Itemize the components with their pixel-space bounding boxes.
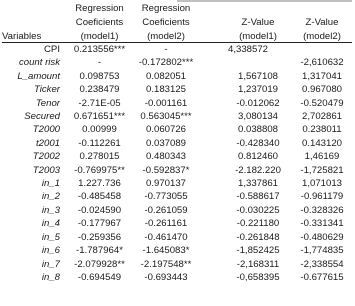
table-row (2, 164, 352, 177)
variable-name: T2000 (32, 124, 60, 136)
zvalue-model2 (292, 43, 352, 57)
zvalue-model2: -0.480629 (300, 231, 344, 243)
zvalue-model2: 0.967080 (301, 84, 342, 96)
zvalue-model1: -2,168311 (236, 258, 280, 270)
coef-model1: -0.177967 (77, 218, 122, 230)
coef-model2: -2.197548** (140, 258, 192, 270)
coef-model1: 0.098753 (79, 70, 120, 82)
variable-name: T2003 (32, 164, 60, 176)
zvalue-model1: -1,852425 (236, 245, 280, 257)
table-row (2, 70, 352, 83)
variable-name: in_7 (41, 258, 60, 270)
table-row (2, 56, 352, 69)
zvalue-model1: 0.038808 (237, 124, 278, 136)
zvalue-model2: -1,725821 (300, 164, 344, 176)
zvalue-model2: -2,610632 (300, 57, 344, 69)
spacer-cell (199, 204, 224, 217)
zvalue-model1: 1,567108 (237, 70, 278, 82)
table-row (2, 231, 352, 244)
zvalue-model1: 3,080134 (237, 111, 278, 123)
zvalue-model2: 0.143120 (301, 137, 342, 149)
zvalue-model1: -0.261848 (236, 231, 280, 243)
table-row (2, 190, 352, 203)
variable-name: in_4 (41, 218, 60, 230)
zvalue-model1: 1,237019 (237, 84, 278, 96)
spacer-cell (199, 244, 224, 257)
spacer-cell (199, 43, 224, 57)
header-variables: Variables (2, 28, 66, 43)
zvalue-model1: -0,658395 (236, 271, 280, 283)
regression-results-table (2, 0, 352, 284)
coef-model2: - (164, 44, 168, 55)
table-body (2, 43, 352, 285)
coef-model2: 0.183125 (145, 84, 186, 96)
coef-model1: 0.213556*** (73, 44, 126, 55)
zvalue-model1: -0.030225 (236, 204, 280, 216)
table-row (2, 204, 352, 217)
spacer-cell (199, 164, 224, 177)
zvalue-model1: 1,337861 (237, 178, 278, 190)
table-row (2, 271, 352, 284)
zvalue-model2: 2,702861 (301, 111, 342, 123)
coef-model2: -0.172802*** (138, 57, 194, 69)
coef-model2: -0.592837* (142, 164, 190, 176)
spacer-cell (199, 190, 224, 203)
table-row (2, 137, 352, 150)
spacer-cell (199, 271, 224, 284)
table-row (2, 83, 352, 96)
variable-name: in_1 (41, 178, 60, 190)
spacer-cell (199, 83, 224, 96)
table-header (2, 0, 352, 43)
coef-model1: -2.71E-05 (78, 97, 121, 109)
zvalue-model1 (224, 56, 292, 69)
coef-model2: 0.082051 (145, 70, 186, 82)
header-z2-line1: Z-Value (305, 16, 339, 28)
spacer-cell (199, 150, 224, 163)
zvalue-model1: -0.588617 (236, 191, 280, 203)
coef-model2: -0.773055 (144, 191, 188, 203)
table-row (2, 244, 352, 257)
zvalue-model2: 1,071013 (301, 178, 342, 190)
header-z2-line2: (model2) (292, 28, 352, 43)
zvalue-model2: 0.238011 (302, 124, 342, 136)
table-row (2, 258, 352, 271)
variable-name: in_6 (41, 245, 60, 257)
table-row (2, 150, 352, 163)
spacer-cell (199, 56, 224, 69)
spacer-cell (199, 110, 224, 123)
zvalue-model2: -0.520479 (300, 97, 344, 109)
variable-name: L_amount (17, 70, 60, 82)
coef-model1: -0.769975** (74, 164, 125, 176)
zvalue-model2: -2,338554 (300, 258, 344, 270)
variable-name: in_5 (41, 231, 60, 243)
zvalue-model2: -0.677615 (300, 271, 344, 283)
coef-model1: 1.227.736 (78, 178, 121, 190)
variable-name: Secured (24, 111, 60, 123)
table-row (2, 43, 352, 57)
coef-model2: -0.693443 (144, 271, 188, 283)
coef-model1: -0.024590 (77, 204, 122, 216)
coef-model1: - (97, 57, 102, 69)
zvalue-model2: 1,46169 (304, 151, 340, 163)
table-row (2, 177, 352, 190)
zvalue-model2: -0.961179 (300, 191, 344, 203)
header-model2-line2: Coeficients (142, 16, 190, 28)
coef-model2: 0.970137 (145, 178, 186, 190)
table-row (2, 97, 352, 110)
coef-model1: 0.238479 (79, 84, 120, 96)
coef-model2: 0.563045*** (140, 111, 192, 123)
spacer-cell (199, 123, 224, 136)
variable-name: CPI (44, 44, 60, 55)
top-partial-rule (2, 0, 352, 2)
variable-name: in_3 (41, 204, 60, 216)
header-z1-line1: Z-Value (241, 16, 275, 28)
zvalue-model2: -0.328326 (300, 204, 344, 216)
spacer-cell (199, 258, 224, 271)
zvalue-model1: -0.428340 (236, 137, 280, 149)
zvalue-model2: 1,317041 (301, 70, 342, 82)
table-row (2, 110, 352, 123)
variable-name: count risk (18, 57, 60, 69)
coef-model1: -0.112261 (78, 137, 121, 149)
variable-name: in_2 (41, 191, 60, 203)
zvalue-model1: 4,338572 (228, 44, 269, 55)
coef-model1: 0.00999 (82, 124, 117, 136)
variable-name: T2002 (32, 151, 60, 163)
header-model1-line1: Regression (75, 2, 124, 14)
zvalue-model1: -0.221180 (236, 218, 280, 230)
variable-name: Tenor (35, 97, 60, 109)
zvalue-model1: -2.182.220 (235, 164, 281, 176)
header-model2-line1: Regression (141, 2, 191, 14)
variable-name: in_8 (41, 271, 60, 283)
header-model1-line3: (model1) (66, 28, 133, 43)
header-z1-line2: (model1) (224, 28, 292, 43)
table-row (2, 123, 352, 136)
spacer-cell (199, 177, 224, 190)
spacer-cell (199, 97, 224, 110)
coef-model1: -0.259356 (77, 231, 122, 243)
spacer-cell (199, 231, 224, 244)
variable-name: Ticker (33, 84, 60, 96)
coef-model2: -0.261161 (144, 218, 188, 230)
coef-model2: 0.037089 (145, 137, 186, 149)
coef-model1: 0.278015 (79, 151, 120, 163)
coef-model2: -0.261059 (144, 204, 188, 216)
coef-model1: 0.671651*** (73, 111, 126, 123)
coef-model2: -0.001161 (144, 97, 188, 109)
coef-model1: -0.694549 (77, 271, 122, 283)
coef-model2: 0.060726 (145, 124, 186, 136)
zvalue-model1: 0.812460 (237, 151, 278, 163)
table-row (2, 217, 352, 230)
spacer-cell (199, 70, 224, 83)
coef-model1: -0.485458 (77, 191, 122, 203)
coef-model1: -1.787964* (76, 245, 123, 257)
variable-name: t2001 (35, 137, 60, 149)
zvalue-model2: -0.331341 (300, 218, 344, 230)
spacer-cell (199, 217, 224, 230)
coef-model2: -1.645083* (142, 245, 190, 257)
coef-model1: -2.079928** (74, 258, 125, 270)
zvalue-model1: -0.012062 (236, 97, 280, 109)
coef-model2: 0.480343 (145, 151, 186, 163)
header-model1-line2: Coeficients (75, 16, 124, 28)
spacer-cell (199, 137, 224, 150)
header-model2-line3: (model2) (133, 28, 199, 43)
coef-model2: -0.461470 (144, 231, 188, 243)
zvalue-model2: -1,774835 (300, 245, 344, 257)
